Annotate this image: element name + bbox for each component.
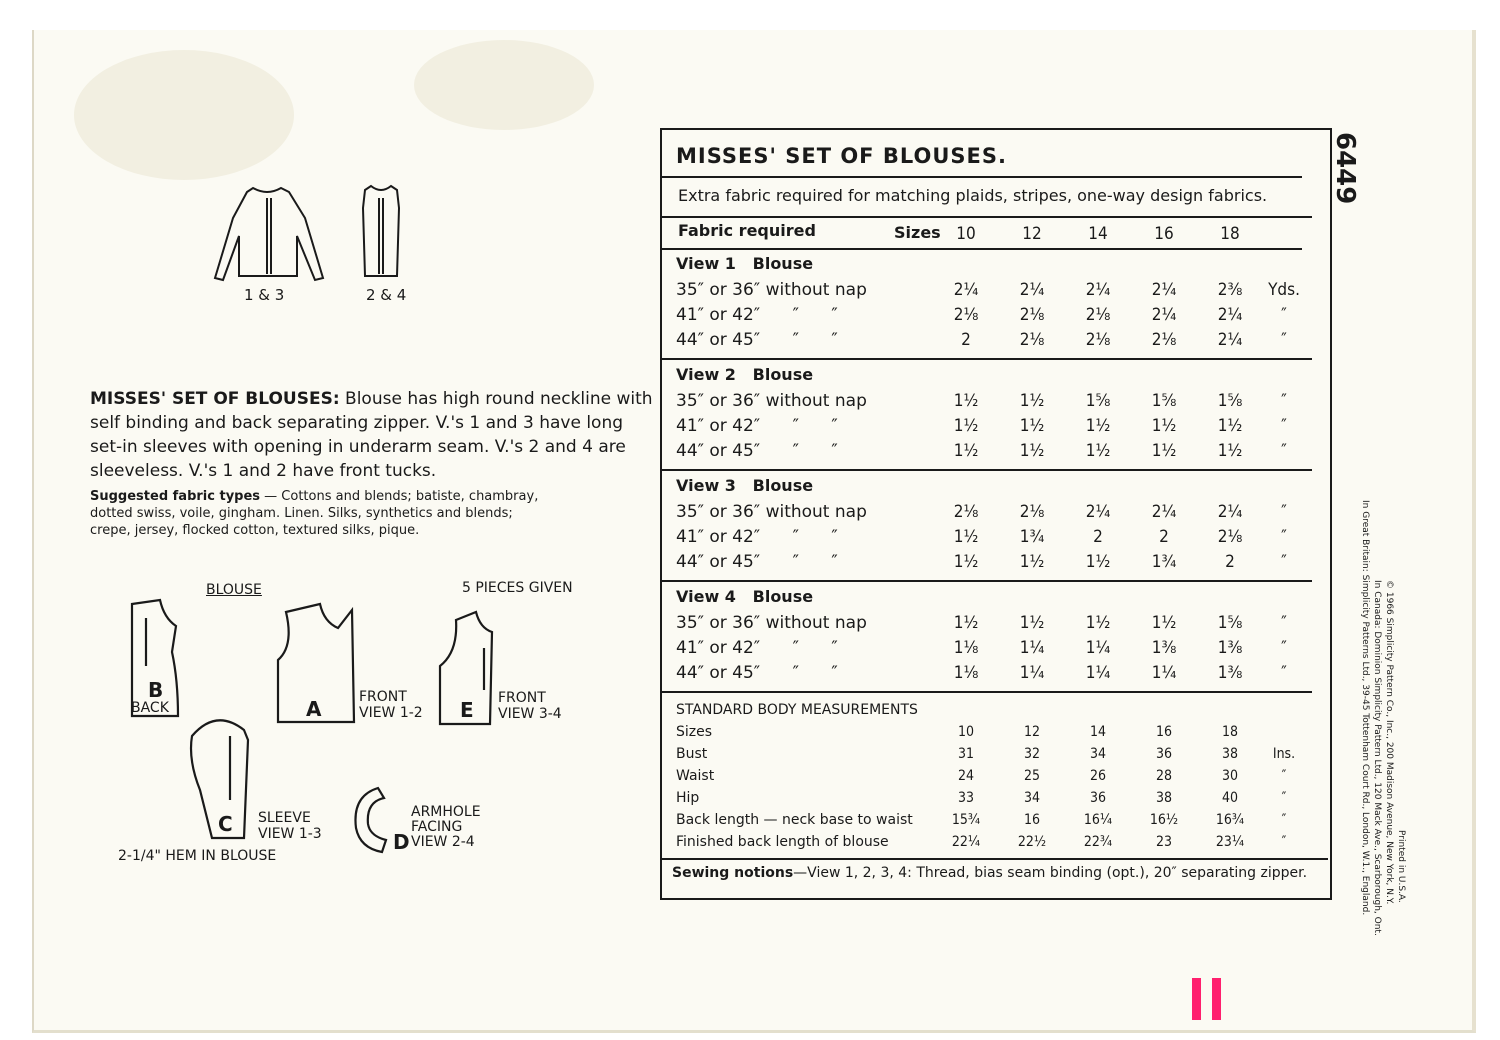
fabric-yardage-cell: 2 [1093, 527, 1103, 547]
pattern-number: 6449 [1330, 132, 1360, 205]
fabric-yardage-cell: 1⅜ [1151, 638, 1177, 658]
body-value-cell: 16¼ [1083, 812, 1113, 828]
fabric-yardage-cell: 1½ [953, 441, 979, 461]
body-value-cell: 38 [1221, 746, 1239, 762]
divider [662, 216, 1312, 218]
body-value-cell: 16 [1023, 812, 1041, 828]
size-header-cell: 14 [1088, 224, 1108, 244]
fabric-yardage-cell: 1½ [1085, 416, 1111, 436]
unit-cell: Ins. [1272, 746, 1296, 762]
body-value-cell: 23¼ [1215, 834, 1245, 850]
body-value-cell: 38 [1155, 790, 1173, 806]
piece-c-label [258, 810, 322, 842]
body-value-cell: 22¼ [951, 834, 981, 850]
unit-cell: ″ [1281, 416, 1287, 436]
fabric-yardage-cell: 1⅛ [953, 663, 979, 683]
divider [662, 469, 1312, 471]
body-value-cell: 34 [1089, 746, 1107, 762]
fabric-yardage-cell: 2¼ [953, 280, 979, 300]
unit-cell: ″ [1281, 527, 1287, 547]
fabric-yardage-cell: 2⅛ [1217, 527, 1243, 547]
unit-cell: ″ [1281, 663, 1287, 683]
side-text: Printed in U.S.A. [1396, 830, 1406, 903]
fabric-yardage-cell: 2¼ [1217, 330, 1243, 350]
unit-cell: ″ [1281, 613, 1287, 633]
fabric-yardage-cell: 1½ [1217, 416, 1243, 436]
size-header-cell: 18 [1220, 224, 1240, 244]
pink-mark [1212, 978, 1221, 1020]
piece-c-view: VIEW 1-3 [258, 826, 322, 842]
body-value-cell: 31 [957, 746, 975, 762]
fabric-yardage-cell: 2⅛ [953, 502, 979, 522]
unit-cell: ″ [1281, 552, 1287, 572]
unit-cell: ″ [1281, 768, 1287, 784]
fabric-yardage-cell: 1⅝ [1217, 613, 1243, 633]
fabric-yardage-cell: 1¾ [1151, 552, 1177, 572]
fabric-yardage-cell: 2 [1225, 552, 1235, 572]
fabric-yardage-cell: 2¼ [1085, 502, 1111, 522]
unit-cell: ″ [1281, 391, 1287, 411]
view-label: View 3 Blouse [676, 476, 814, 495]
body-row-label: Back length — neck base to waist [676, 812, 913, 828]
fabric-line: dotted swiss, voile, gingham. Linen. Silks, synthetics and blends; [90, 506, 513, 521]
body-row-label: Finished back length of blouse [676, 834, 889, 850]
fabric-yardage-cell: 2⅛ [1085, 305, 1111, 325]
unit-cell: ″ [1281, 330, 1287, 350]
fabric-yardage-cell: 2 [961, 330, 971, 350]
side-text: © 1966 Simplicity Pattern Co., Inc., 200 Madison Avenue, New York, N.Y. [1384, 580, 1394, 905]
table-title: MISSES' SET OF BLOUSES. [676, 144, 1007, 168]
fabric-row-label: 35″ or 36″ without nap [676, 391, 867, 411]
body-value-cell: 22¾ [1083, 834, 1113, 850]
piece-a-letter: A [306, 697, 322, 721]
piece-e-label [498, 690, 562, 722]
fabric-yardage-cell: 1¼ [1151, 663, 1177, 683]
fabric-row-label: 41″ or 42″ ″ ″ [676, 305, 838, 325]
unit-cell: Yds. [1268, 280, 1300, 300]
body-value-cell: 30 [1221, 768, 1239, 784]
fabric-yardage-cell: 2⅜ [1217, 280, 1243, 300]
size-header-cell: 12 [1022, 224, 1042, 244]
view-label: View 1 Blouse [676, 254, 814, 273]
fabric-yardage-cell: 1½ [953, 552, 979, 572]
view-label: View 2 Blouse [676, 365, 814, 384]
size-header-cell: 10 [956, 224, 976, 244]
fabric-yardage-cell: 1⅝ [1151, 391, 1177, 411]
sizes-label: Sizes [894, 223, 941, 242]
body-value-cell: 40 [1221, 790, 1239, 806]
unit-cell: ″ [1281, 790, 1287, 806]
description-line: set-in sleeves with opening in underarm seam. V.'s 2 and 4 are [90, 437, 626, 457]
fabric-yardage-cell: 2¼ [1151, 280, 1177, 300]
fabric-row-label: 44″ or 45″ ″ ″ [676, 330, 838, 350]
hem-note: 2-1/4" HEM IN BLOUSE [118, 848, 277, 864]
body-value-cell: 32 [1023, 746, 1041, 762]
fabric-yardage-cell: 1½ [1019, 613, 1045, 633]
body-value-cell: 24 [957, 768, 975, 784]
piece-d-letter: D [393, 830, 410, 854]
fabric-row-label: 41″ or 42″ ″ ″ [676, 527, 838, 547]
divider [662, 176, 1302, 178]
piece-e-name: FRONT [498, 690, 546, 706]
fabric-row-label: 35″ or 36″ without nap [676, 280, 867, 300]
fabric-line: — Cottons and blends; batiste, chambray, [264, 489, 539, 504]
fabric-row-label: 44″ or 45″ ″ ″ [676, 441, 838, 461]
piece-d-label [411, 805, 481, 850]
body-row-label: Sizes [676, 724, 713, 740]
unit-cell: ″ [1281, 502, 1287, 522]
fabric-row-label: 35″ or 36″ without nap [676, 613, 867, 633]
side-text: In Great Britain: Simplicity Patterns Ltd., 39-45 Tottenham Court Rd., London, W.1., England. [1360, 500, 1370, 916]
sewing-notions [672, 865, 1307, 881]
fabric-yardage-cell: 2⅛ [953, 305, 979, 325]
fabric-row-label: 41″ or 42″ ″ ″ [676, 416, 838, 436]
fabric-yardage-cell: 2¼ [1151, 502, 1177, 522]
body-value-cell: 34 [1023, 790, 1041, 806]
unit-cell: ″ [1281, 834, 1287, 850]
description-line: Blouse has high round neckline with [345, 389, 653, 409]
fabric-yardage-cell: 2¼ [1151, 305, 1177, 325]
divider [662, 248, 1302, 250]
fabric-line: crepe, jersey, flocked cotton, textured silks, pique. [90, 523, 420, 538]
view-caption-left: 1 & 3 [244, 286, 285, 304]
fabric-yardage-cell: 1½ [1151, 613, 1177, 633]
body-value-cell: 28 [1155, 768, 1173, 784]
body-value-cell: 16½ [1149, 812, 1179, 828]
fabric-yardage-cell: 1⅛ [953, 638, 979, 658]
fabric-table [660, 128, 1332, 900]
fabric-yardage-cell: 2⅛ [1019, 305, 1045, 325]
piece-e-view: VIEW 3-4 [498, 706, 562, 722]
divider [662, 580, 1312, 582]
piece-c-letter: C [218, 812, 233, 836]
description-title: MISSES' SET OF BLOUSES: [90, 389, 340, 409]
body-value-cell: 22½ [1017, 834, 1047, 850]
fabric-yardage-cell: 1½ [1217, 441, 1243, 461]
fabric-row-label: 44″ or 45″ ″ ″ [676, 663, 838, 683]
piece-b-letter: B [148, 678, 164, 702]
view-label: View 4 Blouse [676, 587, 814, 606]
fabric-yardage-cell: 2⅛ [1085, 330, 1111, 350]
fabric-yardage-cell: 1½ [953, 613, 979, 633]
piece-b-name: BACK [131, 700, 169, 716]
body-value-cell: 25 [1023, 768, 1041, 784]
unit-cell: ″ [1281, 812, 1287, 828]
description-block [90, 387, 653, 483]
body-value-cell: 18 [1221, 724, 1239, 740]
divider [662, 691, 1312, 693]
fabric-yardage-cell: 1¼ [1085, 663, 1111, 683]
body-title: STANDARD BODY MEASUREMENTS [676, 702, 918, 718]
piece-c-name: SLEEVE [258, 810, 311, 826]
table-subtitle: Extra fabric required for matching plaids, stripes, one-way design fabrics. [678, 186, 1268, 205]
fabric-yardage-cell: 1¾ [1019, 527, 1045, 547]
piece-d-view: VIEW 2-4 [411, 834, 475, 850]
fabric-yardage-cell: 1½ [1019, 416, 1045, 436]
fabric-yardage-cell: 1½ [1085, 552, 1111, 572]
fabric-yardage-cell: 1½ [953, 527, 979, 547]
body-value-cell: 12 [1023, 724, 1041, 740]
fabric-yardage-cell: 1⅝ [1085, 391, 1111, 411]
fabric-yardage-cell: 2¼ [1217, 305, 1243, 325]
fabric-yardage-cell: 1½ [1019, 441, 1045, 461]
body-value-cell: 15¾ [951, 812, 981, 828]
fabric-yardage-cell: 1½ [1085, 613, 1111, 633]
piece-a-name: FRONT [359, 689, 407, 705]
body-row-label: Hip [676, 790, 700, 806]
fabric-yardage-cell: 1½ [1085, 441, 1111, 461]
piece-a-view: VIEW 1-2 [359, 705, 423, 721]
body-value-cell: 16¾ [1215, 812, 1245, 828]
fabric-yardage-cell: 2¼ [1217, 502, 1243, 522]
fabric-row-label: 41″ or 42″ ″ ″ [676, 638, 838, 658]
fabric-yardage-cell: 1½ [1019, 552, 1045, 572]
fabric-types-label: Suggested fabric types [90, 489, 261, 504]
unit-cell: ″ [1281, 305, 1287, 325]
unit-cell: ″ [1281, 638, 1287, 658]
size-header-cell: 16 [1154, 224, 1174, 244]
body-value-cell: 16 [1155, 724, 1173, 740]
body-value-cell: 26 [1089, 768, 1107, 784]
fabric-required-label: Fabric required [678, 221, 816, 240]
piece-d-name: ARMHOLE [411, 804, 481, 820]
views-sketch [205, 178, 425, 283]
body-value-cell: 36 [1089, 790, 1107, 806]
fabric-types [90, 488, 538, 539]
body-value-cell: 36 [1155, 746, 1173, 762]
fabric-yardage-cell: 1⅜ [1217, 638, 1243, 658]
fabric-yardage-cell: 1¼ [1019, 638, 1045, 658]
piece-d-name: FACING [411, 819, 463, 835]
fabric-yardage-cell: 2¼ [1019, 280, 1045, 300]
fabric-yardage-cell: 1½ [1151, 441, 1177, 461]
body-value-cell: 14 [1089, 724, 1107, 740]
fabric-yardage-cell: 1½ [953, 416, 979, 436]
piece-e-letter: E [460, 698, 474, 722]
pieces-blouse-label: BLOUSE [206, 582, 262, 598]
paper-stain [414, 40, 594, 130]
sewing-notions-label: Sewing notions [672, 865, 794, 881]
fabric-yardage-cell: 1½ [1151, 416, 1177, 436]
fabric-row-label: 35″ or 36″ without nap [676, 502, 867, 522]
body-row-label: Bust [676, 746, 708, 762]
fabric-yardage-cell: 2¼ [1085, 280, 1111, 300]
description-line: self binding and back separating zipper. V.'s 1 and 3 have long [90, 413, 624, 433]
divider [662, 858, 1328, 860]
fabric-row-label: 44″ or 45″ ″ ″ [676, 552, 838, 572]
fabric-yardage-cell: 2⅛ [1019, 330, 1045, 350]
fabric-yardage-cell: 1½ [953, 391, 979, 411]
fabric-yardage-cell: 1⅜ [1217, 663, 1243, 683]
divider [662, 358, 1312, 360]
description-line: sleeveless. V.'s 1 and 2 have front tucks. [90, 461, 437, 481]
fabric-yardage-cell: 2⅛ [1151, 330, 1177, 350]
sewing-notions-text: —View 1, 2, 3, 4: Thread, bias seam binding (opt.), 20″ separating zipper. [793, 865, 1308, 881]
fabric-yardage-cell: 2⅛ [1019, 502, 1045, 522]
fabric-yardage-cell: 1¼ [1085, 638, 1111, 658]
paper-stain [74, 50, 294, 180]
unit-cell: ″ [1281, 441, 1287, 461]
body-value-cell: 33 [957, 790, 975, 806]
body-value-cell: 10 [957, 724, 975, 740]
fabric-yardage-cell: 2 [1159, 527, 1169, 547]
pieces-given-label: 5 PIECES GIVEN [462, 580, 573, 596]
body-row-label: Waist [676, 768, 715, 784]
view-caption-right: 2 & 4 [366, 286, 407, 304]
side-text: In Canada: Dominion Simplicity Pattern Ltd., 120 Mack Ave., Scarborough, Ont. [1372, 580, 1382, 936]
fabric-yardage-cell: 1¼ [1019, 663, 1045, 683]
body-value-cell: 23 [1155, 834, 1173, 850]
piece-a-label [359, 689, 423, 721]
fabric-yardage-cell: 1½ [1019, 391, 1045, 411]
pink-mark [1192, 978, 1201, 1020]
fabric-yardage-cell: 1⅝ [1217, 391, 1243, 411]
